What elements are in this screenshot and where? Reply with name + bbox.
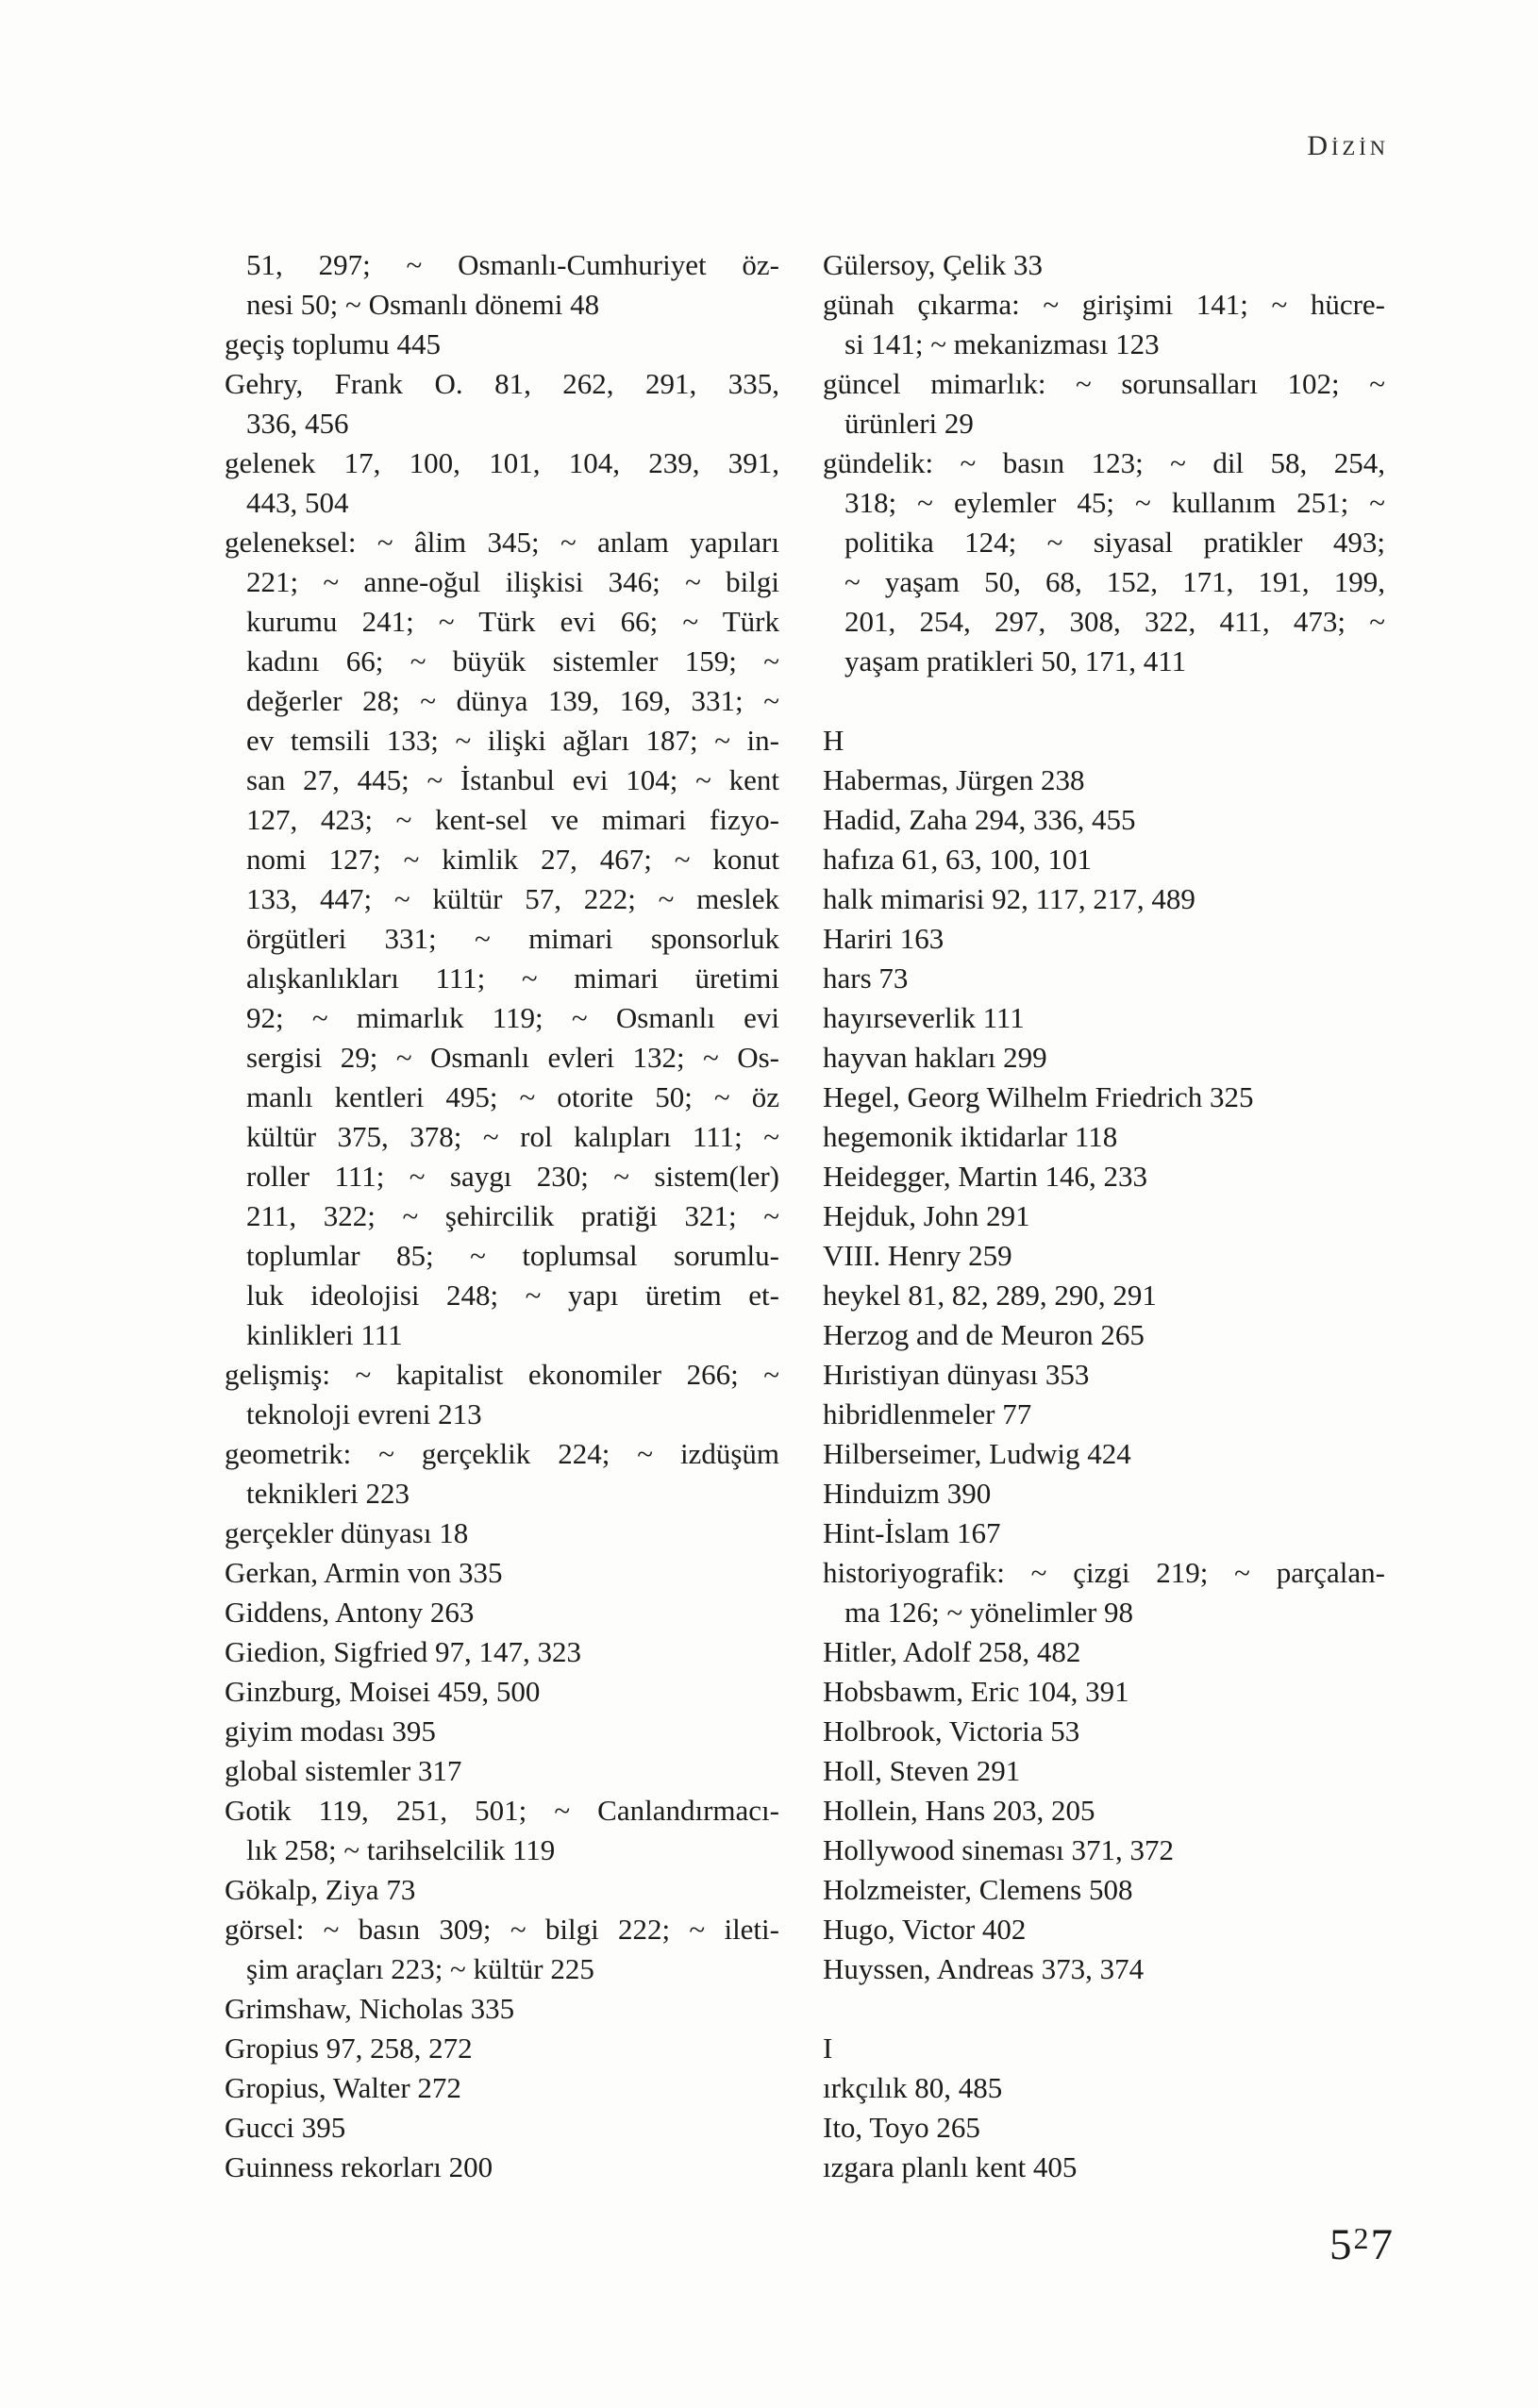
page-number-digit: 2 — [1353, 2222, 1371, 2255]
section-heading: H — [823, 724, 844, 757]
index-line: Hobsbawm, Eric 104, 391 — [823, 1675, 1129, 1708]
index-line: Hinduizm 390 — [823, 1477, 992, 1510]
index-entry — [225, 2068, 779, 2108]
index-entry — [823, 1395, 1385, 1434]
index-line: Hariri 163 — [823, 922, 945, 955]
index-line: VIII. Henry 259 — [823, 1239, 1012, 1272]
index-line: ma 126; ~ yönelimler 98 — [844, 1596, 1134, 1629]
index-line: teknoloji evreni 213 — [246, 1397, 482, 1430]
index-line: sergisi 29; ~ Osmanlı evleri 132; ~ Os- — [246, 1041, 779, 1074]
index-entry — [823, 1157, 1385, 1196]
index-line: nomi 127; ~ kimlik 27, 467; ~ konut — [246, 843, 779, 876]
index-entry — [823, 800, 1385, 840]
index-line: görsel: ~ basın 309; ~ bilgi 222; ~ ileti- — [225, 1913, 779, 1946]
index-line: Ginzburg, Moisei 459, 500 — [225, 1675, 541, 1708]
index-line: hayırseverlik 111 — [823, 1001, 1025, 1034]
index-entry — [225, 1593, 779, 1632]
index-entry — [823, 245, 1385, 285]
index-entry — [823, 1831, 1385, 1870]
index-entry — [225, 1910, 779, 1989]
index-entry — [823, 443, 1385, 681]
index-line: Holl, Steven 291 — [823, 1754, 1021, 1787]
index-line: roller 111; ~ saygı 230; ~ sistem(ler) — [246, 1160, 779, 1193]
index-line: Gehry, Frank O. 81, 262, 291, 335, — [225, 367, 779, 400]
index-entry — [225, 1712, 779, 1751]
index-line: Giddens, Antony 263 — [225, 1596, 475, 1629]
index-entry — [823, 364, 1385, 443]
index-line: değerler 28; ~ dünya 139, 169, 331; ~ — [246, 684, 779, 717]
page-number — [1329, 2219, 1395, 2270]
index-line: Herzog and de Meuron 265 — [823, 1318, 1145, 1351]
index-line: Hint-İslam 167 — [823, 1516, 1001, 1549]
index-entry — [823, 1236, 1385, 1276]
index-entry — [225, 1513, 779, 1553]
index-entry — [823, 1315, 1385, 1355]
index-entry — [823, 879, 1385, 919]
index-entry — [823, 1949, 1385, 1989]
index-entry — [823, 1632, 1385, 1672]
index-entry — [823, 1078, 1385, 1117]
index-line: 127, 423; ~ kent-sel ve mimari fizyo- — [246, 803, 779, 836]
index-entry — [823, 840, 1385, 879]
index-line: Gucci 395 — [225, 2111, 346, 2144]
index-line: ~ yaşam 50, 68, 152, 171, 191, 199, — [844, 565, 1385, 598]
index-entry — [823, 2108, 1385, 2148]
index-line: Hitler, Adolf 258, 482 — [823, 1635, 1081, 1668]
index-line: geçiş toplumu 445 — [225, 327, 442, 360]
index-line: Gerkan, Armin von 335 — [225, 1556, 503, 1589]
index-entry-continuation — [225, 245, 779, 325]
index-line: Heidegger, Martin 146, 233 — [823, 1160, 1147, 1193]
index-line: san 27, 445; ~ İstanbul evi 104; ~ kent — [246, 763, 779, 796]
section-heading: I — [823, 2032, 833, 2065]
page-number-digit: 5 — [1329, 2220, 1354, 2269]
index-line: nesi 50; ~ Osmanlı dönemi 48 — [246, 288, 600, 321]
index-entry — [823, 1117, 1385, 1157]
index-line: Hegel, Georg Wilhelm Friedrich 325 — [823, 1080, 1254, 1113]
index-line: Habermas, Jürgen 238 — [823, 763, 1085, 796]
index-entry — [225, 1751, 779, 1791]
index-entry — [225, 523, 779, 1355]
index-line: gelenek 17, 100, 101, 104, 239, 391, — [225, 446, 779, 479]
index-line: 201, 254, 297, 308, 322, 411, 473; ~ — [844, 605, 1385, 638]
index-entry — [225, 1355, 779, 1434]
index-entry — [225, 1672, 779, 1712]
index-entry — [823, 1196, 1385, 1236]
index-line: geometrik: ~ gerçeklik 224; ~ izdüşüm — [225, 1437, 779, 1470]
running-head-initial: D — [1307, 130, 1332, 161]
index-line: politika 124; ~ siyasal pratikler 493; — [844, 526, 1385, 559]
index-line: Hollein, Hans 203, 205 — [823, 1794, 1095, 1827]
index-line: Hejduk, John 291 — [823, 1199, 1030, 1232]
index-entry — [823, 1870, 1385, 1910]
index-line: Huyssen, Andreas 373, 374 — [823, 1952, 1145, 1985]
index-entry — [225, 325, 779, 364]
index-column-right — [823, 245, 1385, 2187]
index-line: kinlikleri 111 — [246, 1318, 403, 1351]
index-entry — [225, 364, 779, 443]
index-line: hayvan hakları 299 — [823, 1041, 1047, 1074]
index-line: si 141; ~ mekanizması 123 — [844, 327, 1160, 360]
index-line: toplumlar 85; ~ toplumsal sorumlu- — [246, 1239, 779, 1272]
index-line: Gotik 119, 251, 501; ~ Canlandırmacı- — [225, 1794, 779, 1827]
index-line: Hadid, Zaha 294, 336, 455 — [823, 803, 1136, 836]
index-line: 51, 297; ~ Osmanlı-Cumhuriyet öz- — [246, 248, 779, 281]
index-line: Giedion, Sigfried 97, 147, 323 — [225, 1635, 581, 1668]
index-entry — [823, 761, 1385, 800]
index-line: Gropius, Walter 272 — [225, 2071, 461, 2104]
index-entry — [823, 1791, 1385, 1831]
index-line: hibridlenmeler 77 — [823, 1397, 1032, 1430]
index-line: lık 258; ~ tarihselcilik 119 — [246, 1833, 556, 1866]
index-entry — [225, 1989, 779, 2029]
index-line: yaşam pratikleri 50, 171, 411 — [844, 644, 1187, 677]
running-head — [1307, 130, 1389, 162]
index-line: hegemonik iktidarlar 118 — [823, 1120, 1118, 1153]
index-entry — [823, 1553, 1385, 1632]
index-line: 221; ~ anne-oğul ilişkisi 346; ~ bilgi — [246, 565, 779, 598]
index-line: luk ideolojisi 248; ~ yapı üretim et- — [246, 1279, 779, 1312]
index-line: heykel 81, 82, 289, 290, 291 — [823, 1279, 1157, 1312]
index-line: alışkanlıkları 111; ~ mimari üretimi — [246, 962, 779, 995]
index-line: 318; ~ eylemler 45; ~ kullanım 251; ~ — [844, 486, 1385, 519]
index-entry — [225, 2108, 779, 2148]
index-column-left — [225, 245, 779, 2187]
index-line: güncel mimarlık: ~ sorunsalları 102; ~ — [823, 367, 1385, 400]
index-line: kültür 375, 378; ~ rol kalıpları 111; ~ — [246, 1120, 779, 1153]
index-line: 133, 447; ~ kültür 57, 222; ~ meslek — [246, 882, 779, 915]
index-entry — [823, 1355, 1385, 1395]
index-line: gerçekler dünyası 18 — [225, 1516, 469, 1549]
index-entry — [225, 2148, 779, 2187]
index-line: gündelik: ~ basın 123; ~ dil 58, 254, — [823, 446, 1385, 479]
index-line: Holbrook, Victoria 53 — [823, 1714, 1080, 1747]
index-line: Gülersoy, Çelik 33 — [823, 248, 1044, 281]
index-entry — [823, 1712, 1385, 1751]
index-line: Grimshaw, Nicholas 335 — [225, 1992, 515, 2025]
index-line: Gökalp, Ziya 73 — [225, 1873, 416, 1906]
index-line: manlı kentleri 495; ~ otorite 50; ~ öz — [246, 1080, 779, 1113]
index-line: teknikleri 223 — [246, 1477, 410, 1510]
index-entry — [823, 919, 1385, 959]
index-entry — [823, 959, 1385, 998]
page-number-digit: 7 — [1370, 2220, 1395, 2269]
index-entry — [823, 1513, 1385, 1553]
index-line: geleneksel: ~ âlim 345; ~ anlam yapıları — [225, 526, 779, 559]
index-line: ırkçılık 80, 485 — [823, 2071, 1003, 2104]
index-line: Hıristiyan dünyası 353 — [823, 1358, 1090, 1391]
index-line: ev temsili 133; ~ ilişki ağları 187; ~ in- — [246, 724, 779, 757]
running-head-rest: İZİN — [1331, 136, 1389, 159]
index-line: hafıza 61, 63, 100, 101 — [823, 843, 1092, 876]
index-line: Hugo, Victor 402 — [823, 1913, 1027, 1946]
index-line: Guinness rekorları 200 — [225, 2150, 493, 2183]
index-line: hars 73 — [823, 962, 909, 995]
index-entry — [225, 1870, 779, 1910]
index-line: Holzmeister, Clemens 508 — [823, 1873, 1133, 1906]
index-line: 443, 504 — [246, 486, 349, 519]
index-line: kadını 66; ~ büyük sistemler 159; ~ — [246, 644, 779, 677]
index-line: 92; ~ mimarlık 119; ~ Osmanlı evi — [246, 1001, 779, 1034]
index-entry — [225, 1791, 779, 1870]
index-line: Ito, Toyo 265 — [823, 2111, 980, 2144]
index-line: 336, 456 — [246, 407, 349, 440]
index-line: global sistemler 317 — [225, 1754, 462, 1787]
index-entry — [225, 1632, 779, 1672]
index-line: örgütleri 331; ~ mimari sponsorluk — [246, 922, 779, 955]
index-entry — [225, 1553, 779, 1593]
index-entry — [225, 443, 779, 523]
index-entry — [823, 1038, 1385, 1078]
index-line: Gropius 97, 258, 272 — [225, 2032, 473, 2065]
index-line: halk mimarisi 92, 117, 217, 489 — [823, 882, 1195, 915]
index-entry — [823, 1910, 1385, 1949]
index-entry — [823, 2148, 1385, 2187]
index-entry — [823, 285, 1385, 364]
index-entry — [823, 1276, 1385, 1315]
index-entry — [823, 2068, 1385, 2108]
index-entry — [823, 1672, 1385, 1712]
index-line: ürünleri 29 — [844, 407, 974, 440]
index-line: Hollywood sineması 371, 372 — [823, 1833, 1174, 1866]
index-entry — [225, 2029, 779, 2068]
index-entry — [225, 1434, 779, 1513]
index-line: historiyografik: ~ çizgi 219; ~ parçalan- — [823, 1556, 1385, 1589]
index-entry — [823, 1474, 1385, 1513]
index-line: şim araçları 223; ~ kültür 225 — [246, 1952, 594, 1985]
index-line: ızgara planlı kent 405 — [823, 2150, 1078, 2183]
index-line: 211, 322; ~ şehircilik pratiği 321; ~ — [246, 1199, 779, 1232]
index-line: kurumu 241; ~ Türk evi 66; ~ Türk — [246, 605, 779, 638]
index-line: gelişmiş: ~ kapitalist ekonomiler 266; ~ — [225, 1358, 779, 1391]
index-line: giyim modası 395 — [225, 1714, 436, 1747]
index-entry — [823, 998, 1385, 1038]
index-line: Hilberseimer, Ludwig 424 — [823, 1437, 1131, 1470]
index-entry — [823, 1434, 1385, 1474]
index-line: günah çıkarma: ~ girişimi 141; ~ hücre- — [823, 288, 1385, 321]
index-entry — [823, 1751, 1385, 1791]
